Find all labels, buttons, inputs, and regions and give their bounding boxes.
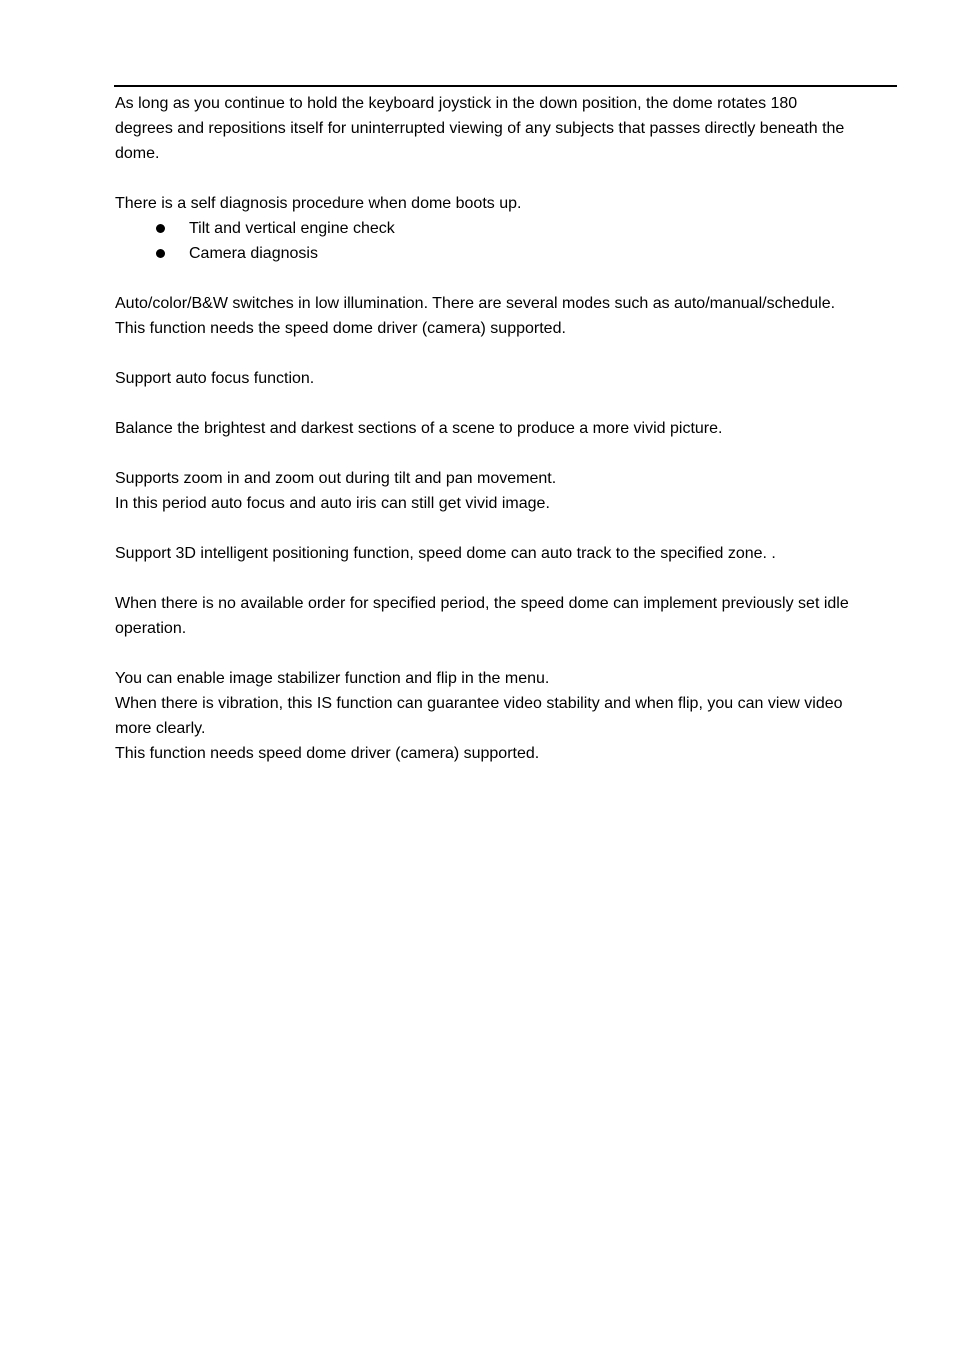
bullet-dot-icon bbox=[156, 224, 165, 233]
paragraph-balance bbox=[115, 416, 895, 441]
paragraph-color-switch bbox=[115, 291, 895, 341]
paragraph-gap bbox=[115, 266, 895, 291]
text-line: Support auto focus function. bbox=[115, 370, 315, 387]
paragraph-auto-focus bbox=[115, 366, 895, 391]
text-line: dome. bbox=[115, 145, 160, 162]
header-rule bbox=[114, 85, 897, 87]
paragraph-zoom bbox=[115, 466, 895, 516]
text-line: operation. bbox=[115, 620, 187, 637]
text-line: Support 3D intelligent positioning function, speed dome can auto track to the specified zone. . bbox=[115, 545, 776, 562]
paragraph-gap bbox=[115, 516, 895, 541]
text-line: Supports zoom in and zoom out during tilt and pan movement. bbox=[115, 470, 557, 487]
paragraph-gap bbox=[115, 441, 895, 466]
bullet-dot-icon bbox=[156, 249, 165, 258]
text-line: You can enable image stabilizer function and flip in the menu. bbox=[115, 670, 550, 687]
text-line: When there is vibration, this IS function can guarantee video stability and when flip, you can view video bbox=[115, 695, 843, 712]
text-line: degrees and repositions itself for uninterrupted viewing of any subjects that passes directly beneath the bbox=[115, 120, 845, 137]
bullet-text: Tilt and vertical engine check bbox=[189, 220, 395, 237]
text-line: Auto/color/B&W switches in low illumination. There are several modes such as auto/manual/schedule. bbox=[115, 295, 836, 312]
list-item bbox=[115, 241, 895, 266]
text-line: As long as you continue to hold the keyboard joystick in the down position, the dome rotates 180 bbox=[115, 95, 798, 112]
paragraph-joystick-rotation bbox=[115, 91, 895, 166]
paragraph-idle-operation bbox=[115, 591, 895, 641]
paragraph-self-diagnosis bbox=[115, 191, 895, 266]
text-line: Balance the brightest and darkest sections of a scene to produce a more vivid picture. bbox=[115, 420, 723, 437]
bullet-text: Camera diagnosis bbox=[189, 245, 318, 262]
paragraph-gap bbox=[115, 166, 895, 191]
text-line: There is a self diagnosis procedure when dome boots up. bbox=[115, 195, 522, 212]
text-line: When there is no available order for specified period, the speed dome can implement previously set idle bbox=[115, 595, 849, 612]
paragraph-gap bbox=[115, 641, 895, 666]
paragraph-gap bbox=[115, 341, 895, 366]
paragraph-image-stabilizer bbox=[115, 666, 895, 766]
paragraph-gap bbox=[115, 391, 895, 416]
paragraph-3d-positioning bbox=[115, 541, 895, 566]
page-content bbox=[115, 91, 895, 766]
paragraph-gap bbox=[115, 566, 895, 591]
text-line: more clearly. bbox=[115, 720, 206, 737]
diagnosis-bullet-list bbox=[115, 216, 895, 266]
text-line: In this period auto focus and auto iris can still get vivid image. bbox=[115, 495, 550, 512]
text-line: This function needs the speed dome driver (camera) supported. bbox=[115, 320, 566, 337]
text-line: This function needs speed dome driver (camera) supported. bbox=[115, 745, 540, 762]
list-item bbox=[115, 216, 895, 241]
